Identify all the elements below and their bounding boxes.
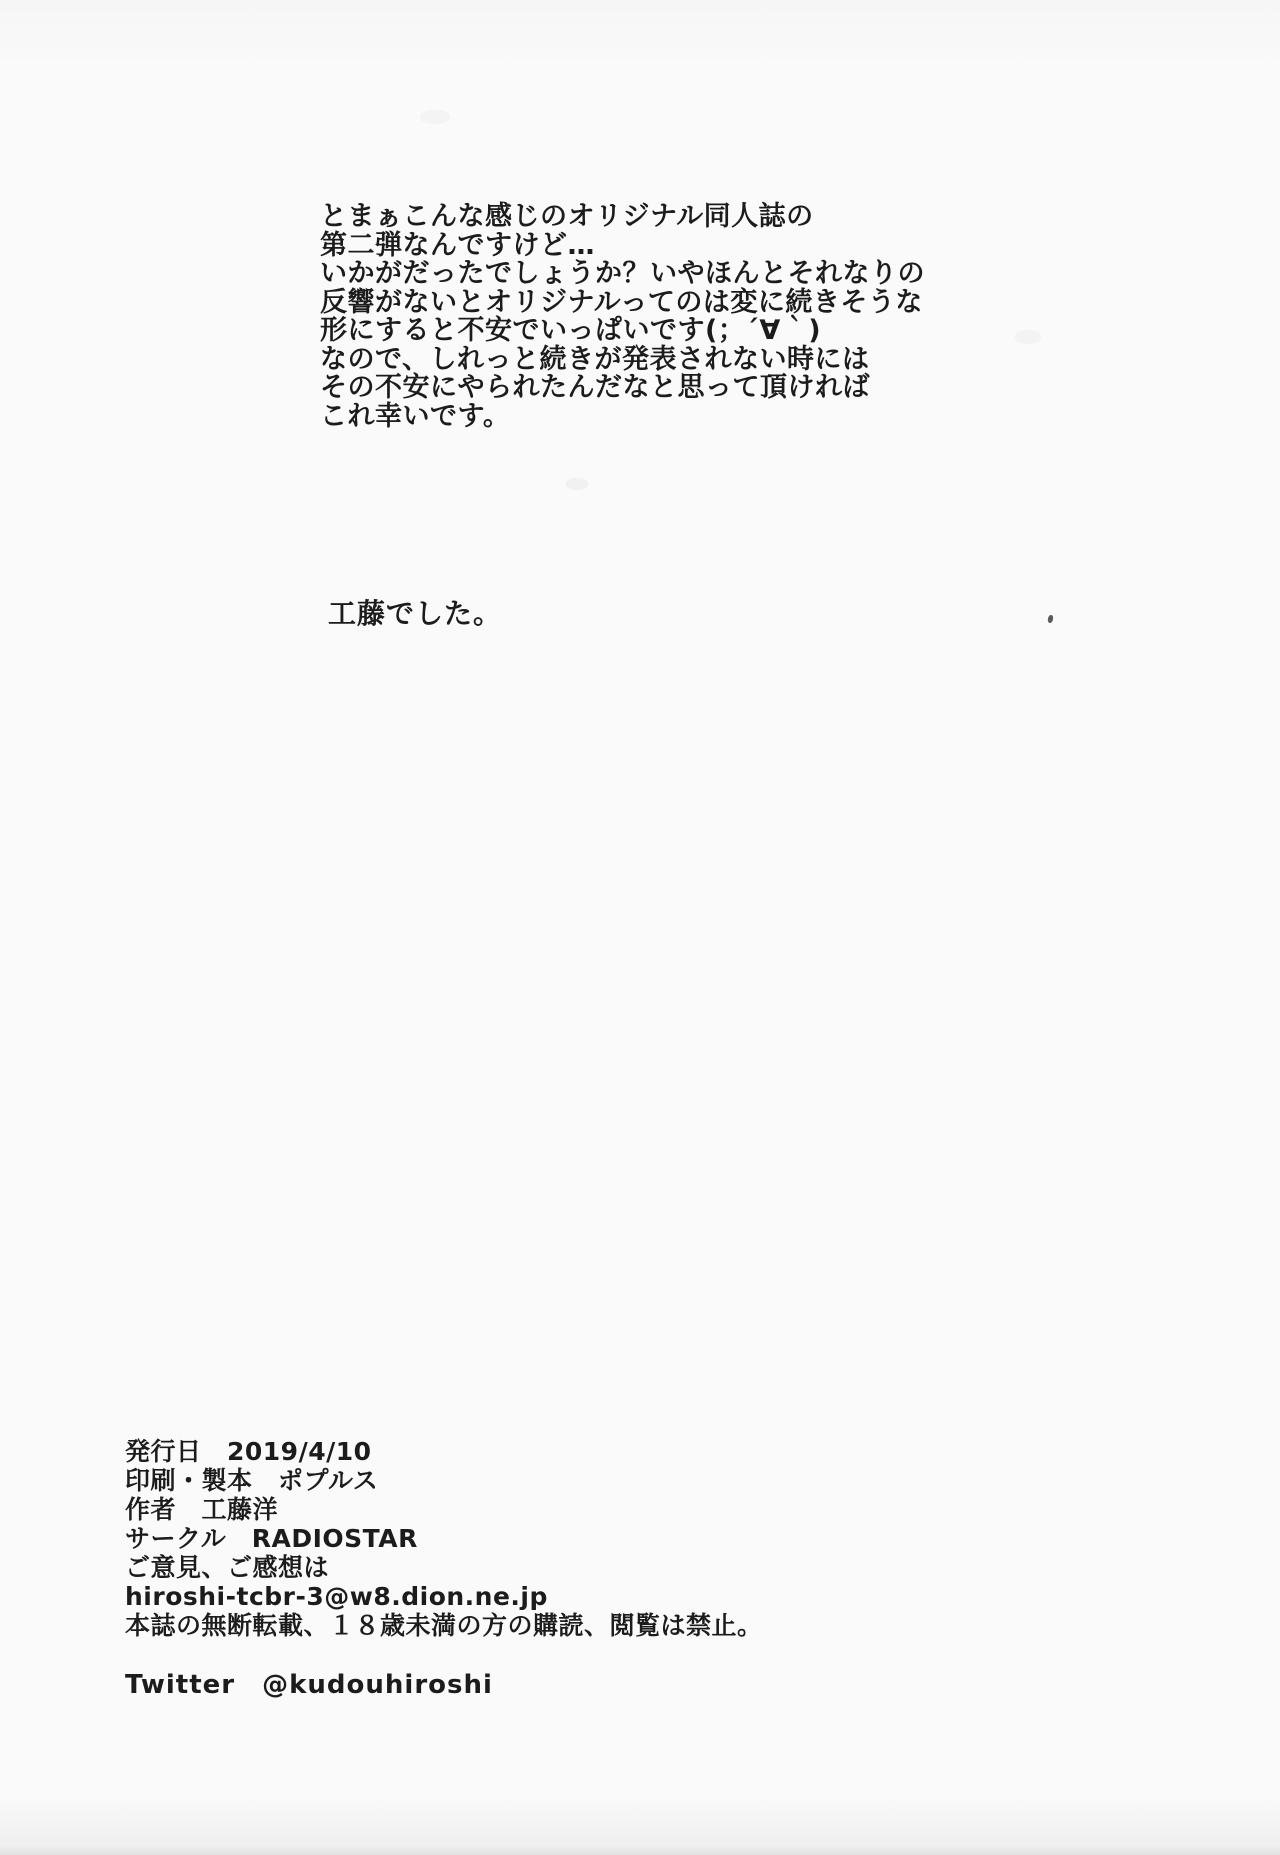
colophon-email: hiroshi-tcbr-3@w8.dion.ne.jp: [125, 1582, 548, 1611]
scan-smudge: [1015, 330, 1041, 344]
afterword-line: いかがだったでしょうか？いやほんとそれなりの: [320, 258, 925, 289]
colophon-printer: 印刷・製本 ポプルス: [125, 1466, 379, 1495]
colophon-author: 作者 工藤洋: [125, 1495, 279, 1524]
afterword-paragraph: [320, 203, 925, 431]
colophon-block: [125, 1437, 763, 1640]
afterword-line: なので、しれっと続きが発表されない時には: [320, 343, 870, 375]
author-signature: 工藤でした。: [328, 597, 503, 630]
afterword-line: これ幸いです。: [320, 400, 511, 432]
afterword-line: とまぁこんな感じのオリジナル同人誌の: [320, 201, 814, 232]
colophon-feedback-label: ご意見、ご感想は: [125, 1553, 330, 1582]
scan-shading-top: [0, 0, 1280, 70]
scan-smudge: [420, 110, 450, 124]
colophon-publish-date: 発行日 2019/4/10: [125, 1437, 372, 1466]
twitter-handle: Twitter @kudouhiroshi: [125, 1670, 493, 1700]
scan-shading-bottom: [0, 1795, 1280, 1855]
colophon-circle: サークル RADIOSTAR: [125, 1524, 418, 1553]
afterword-line: その不安にやられたんだなと思って頂ければ: [320, 372, 870, 403]
colophon-notice: 本誌の無断転載、１８歳未満の方の購読、閲覧は禁止。: [125, 1611, 763, 1640]
scan-speck: [1047, 615, 1054, 624]
afterword-line: 形にすると不安でいっぱいです(；´∀｀): [320, 315, 822, 346]
afterword-line: 第二弾なんですけど…: [320, 229, 595, 261]
afterword-line: 反響がないとオリジナルってのは変に続きそうな: [320, 286, 923, 318]
scan-smudge: [566, 478, 588, 490]
